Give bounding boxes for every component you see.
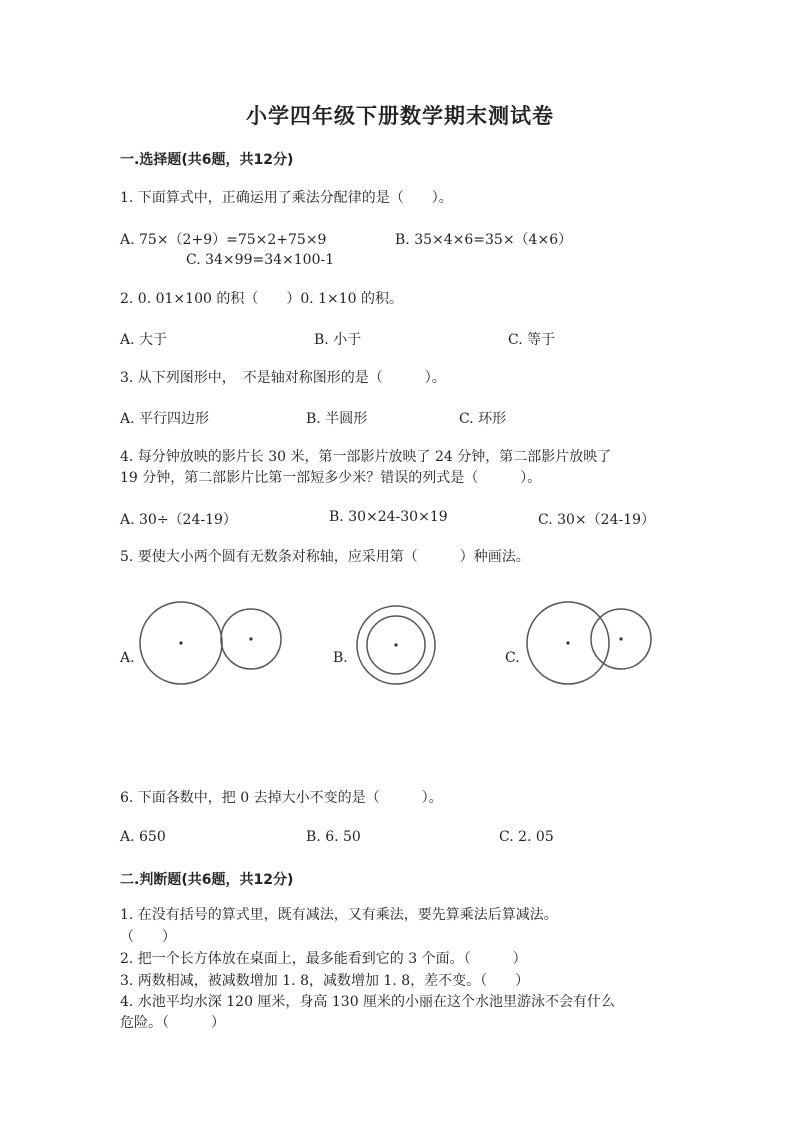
q2-option-a: A. 大于 <box>120 332 168 348</box>
q6-option-b: B. 6. 50 <box>306 829 361 845</box>
q5-option-b: B. <box>333 650 348 666</box>
q2-option-b: B. 小于 <box>314 332 362 348</box>
question-3: 3. 从下列图形中， 不是轴对称图形的是（ ）。 <box>120 370 446 386</box>
q1-option-a: A. 75×（2+9）=75×2+75×9 <box>120 232 327 248</box>
q4-option-c: C. 30×（24-19） <box>538 512 656 528</box>
question-1: 1. 下面算式中，正确运用了乘法分配律的是（ ）。 <box>120 190 453 206</box>
judgement-item-2: 2. 把一个长方体放在桌面上，最多能看到它的 3 个面。（ ） <box>120 951 527 967</box>
q4-option-a: A. 30÷（24-19） <box>120 512 237 528</box>
judgement-item-1-bracket: （ ） <box>120 929 176 945</box>
question-4-line-1: 4. 每分钟放映的影片长 30 米，第一部影片放映了 24 分钟，第二部影片放映了 <box>120 449 612 465</box>
question-6: 6. 下面各数中，把 0 去掉大小不变的是（ ）。 <box>120 790 443 806</box>
judgement-item-4-line-1: 4. 水池平均水深 120 厘米，身高 130 厘米的小丽在这个水池里游泳不会有什么 <box>120 994 616 1010</box>
section-heading-judgement: 二.判断题(共6题，共12分) <box>120 872 294 888</box>
q6-option-a: A. 650 <box>120 829 166 845</box>
q3-option-b: B. 半圆形 <box>306 411 368 427</box>
question-4-line-2: 19 分钟，第二部影片比第一部短多少米？错误的列式是（ ）。 <box>120 470 542 486</box>
question-2: 2. 0. 01×100 的积（ ）0. 1×10 的积。 <box>120 291 404 307</box>
judgement-item-3: 3. 两数相减，被减数增加 1. 8，减数增加 1. 8，差不变。（ ） <box>120 973 530 989</box>
judgement-item-4-line-2: 危险。（ ） <box>120 1015 225 1031</box>
q2-option-c: C. 等于 <box>508 332 556 348</box>
q3-option-c: C. 环形 <box>459 411 507 427</box>
section-heading-choice: 一.选择题(共6题，共12分) <box>120 152 294 168</box>
q5-option-c: C. <box>505 650 520 666</box>
judgement-item-1: 1. 在没有括号的算式里，既有减法，又有乘法，要先算乘法后算减法。 <box>120 907 558 923</box>
q6-option-c: C. 2. 05 <box>499 829 554 845</box>
q1-option-c: C. 34×99=34×100-1 <box>186 252 335 268</box>
q3-option-a: A. 平行四边形 <box>120 411 210 427</box>
page-title: 小学四年级下册数学期末测试卷 <box>246 103 554 128</box>
q1-option-b: B. 35×4×6=35×（4×6） <box>395 232 573 248</box>
q4-option-b: B. 30×24-30×19 <box>329 509 448 525</box>
question-5: 5. 要使大小两个圆有无数条对称轴，应采用第（ ）种画法。 <box>120 549 530 565</box>
figure-c-intersecting-circles <box>527 602 651 684</box>
q5-option-a: A. <box>120 650 135 666</box>
figure-b-concentric-circles <box>357 606 435 684</box>
figure-a-separate-circles <box>140 602 281 684</box>
